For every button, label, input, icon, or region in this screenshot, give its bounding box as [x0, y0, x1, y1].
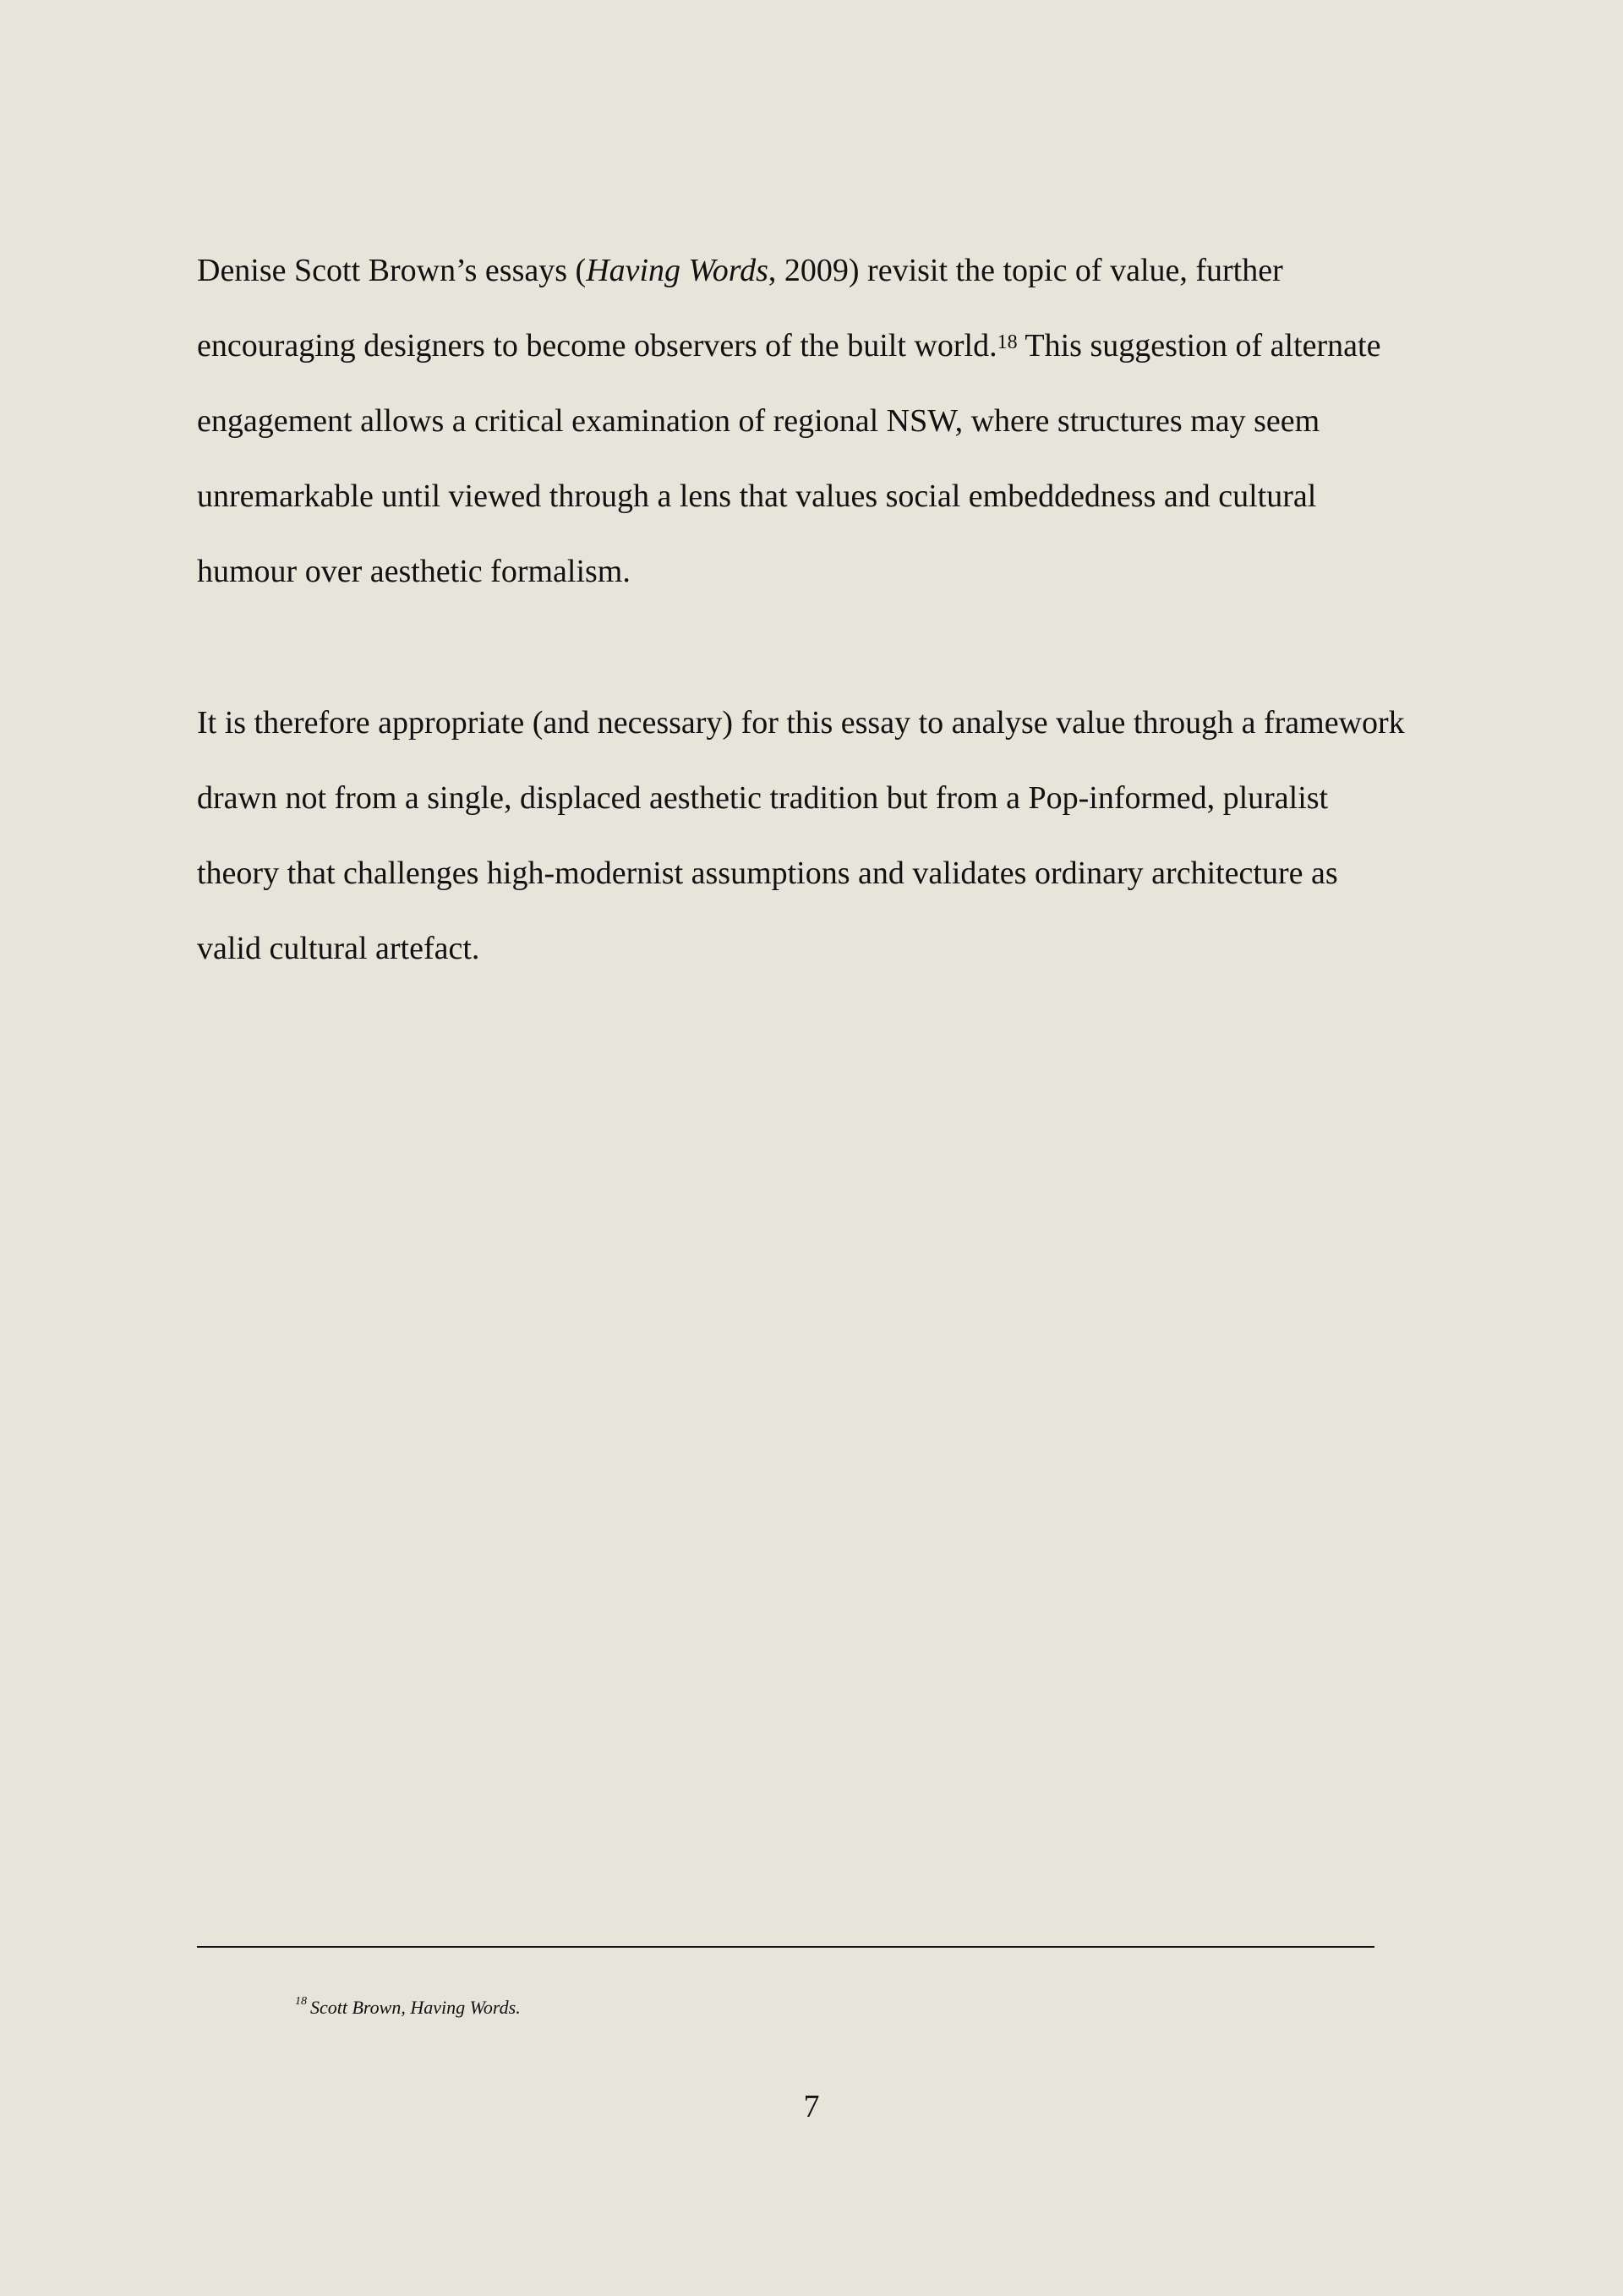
page-number: 7 [803, 2089, 820, 2124]
paragraph-line: unremarkable until viewed through a lens that values social embeddedness and cultural [197, 478, 1317, 514]
paragraph-line: theory that challenges high-modernist assumptions and validates ordinary architecture as [197, 856, 1338, 891]
paragraph-line [197, 233, 1465, 309]
paragraph-line: valid cultural artefact. [197, 931, 480, 966]
text-run: This suggestion of alternate [1017, 328, 1381, 364]
body-paragraph-1 [197, 233, 1465, 610]
footnote-text: Scott Brown, Having Words. [310, 1997, 521, 2018]
text-run: Denise Scott Brown’s essays ( [197, 253, 587, 288]
footnote-divider [197, 1946, 1374, 1948]
paragraph-line [197, 309, 1465, 384]
paragraph-line: engagement allows a critical examination of regional NSW, where structures may seem [197, 403, 1320, 439]
book-title-italic: Having Words [586, 253, 768, 288]
text-run: encouraging designers to become observers of the built world. [197, 328, 997, 364]
body-paragraph-2 [197, 686, 1465, 987]
footnote-18 [295, 1997, 521, 2019]
footnote-reference-18[interactable]: 18 [997, 331, 1018, 353]
footnote-number: 18 [295, 1995, 307, 2008]
paragraph-line: humour over aesthetic formalism. [197, 554, 631, 589]
paragraph-line: It is therefore appropriate (and necessary) for this essay to analyse value through a framework [197, 705, 1405, 741]
text-run: , 2009) revisit the topic of value, further [768, 253, 1283, 288]
paragraph-line: drawn not from a single, displaced aesthetic tradition but from a Pop-informed, pluralist [197, 780, 1329, 816]
